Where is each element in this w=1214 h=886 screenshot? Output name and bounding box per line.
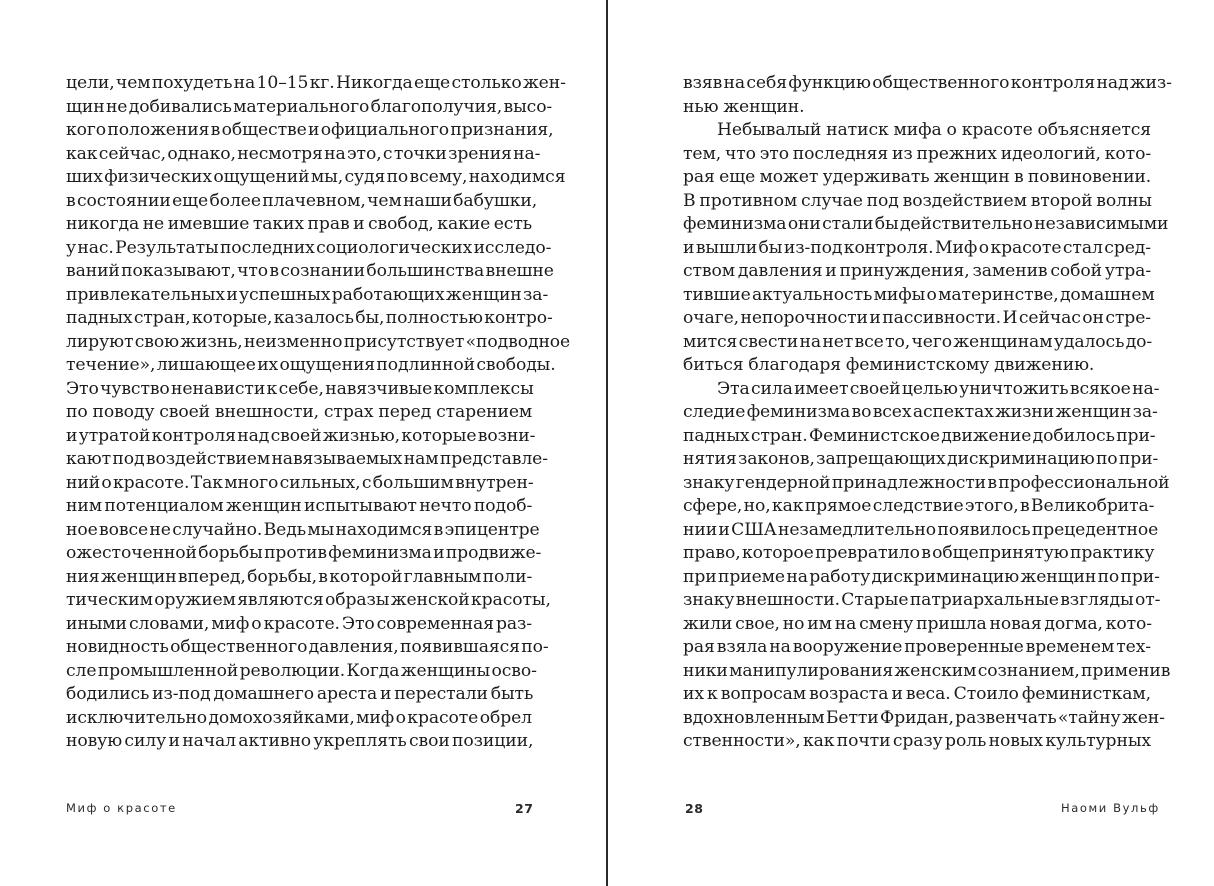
text-line: у нас. Результаты последних социологических исследо- (66, 237, 552, 258)
text-line: знаку внешности. Старые патриархальные взгляды от- (683, 590, 1161, 610)
text-line: ожесточенной борьбы против феминизма и продвиже- (66, 543, 542, 563)
text-line: вдохновленным Бетти Фридан, развенчать «тайну жен- (683, 707, 1165, 728)
text-line: исключительно домохозяйками, миф о красоте обрел (66, 707, 532, 728)
text-line: нии и США незамедлительно появилось прецедентное (683, 519, 1159, 540)
text-line: биться благодаря феминистскому движению. (683, 355, 1095, 375)
paragraph-first-line: Небывалый натиск мифа о красоте объясняется (717, 120, 1151, 140)
text-line: взяв на себя функцию общественного контроля над жиз- (683, 73, 1172, 93)
text-line: падных стран, которые, казалось бы, полностью контро- (66, 308, 553, 328)
page-number: 27 (515, 801, 534, 816)
text-line: щин не добивались материального благополучия, высо- (66, 96, 553, 117)
text-line: жили свое, но им на смену пришла новая догма, кото- (683, 613, 1152, 634)
text-line: тическим оружием являются образы женской красоты, (66, 590, 551, 610)
text-line: рая взяла на вооружение проверенные временем тех- (683, 637, 1151, 657)
text-line: ваний показывают, что в сознании большинства внешне (66, 261, 554, 281)
text-line: падных стран. Феминистское движение добилось при- (683, 425, 1156, 446)
text-line: цели, чем похудеть на 10–15 кг. Никогда еще столько жен- (66, 73, 566, 93)
text-line: очаге, непорочности и пассивности. И сейчас он стре- (683, 308, 1151, 328)
text-line: бодились из-под домашнего ареста и перестали быть (66, 684, 534, 704)
text-line: рая еще может удерживать женщин в повиновении. (683, 167, 1152, 187)
text-line: ний о красоте. Так много сильных, с большим внутрен- (66, 472, 534, 493)
text-line: нью женщин. (683, 96, 805, 117)
text-line: нятия законов, запрещающих дискриминацию по при- (683, 449, 1159, 469)
text-line: ним потенциалом женщин испытывают нечто подоб- (66, 496, 533, 516)
text-line: кого положения в обществе и официального признания, (66, 120, 554, 140)
text-line: и вышли бы из-под контроля. Миф о красоте стал сред- (683, 237, 1151, 258)
text-line: ния женщин вперед, борьбы, в которой главным поли- (66, 566, 533, 587)
text-line: мится свести на нет все то, чего женщинам удалось до- (683, 331, 1153, 352)
text-line: знаку гендерной принадлежности в профессиональной (683, 472, 1170, 493)
text-line: ное вовсе не случайно. Ведь мы находимся в эпицентре (66, 519, 540, 540)
text-line: феминизма они стали бы действительно независимыми (683, 214, 1169, 234)
text-line: ственности», как почти сразу роль новых культурных (683, 731, 1151, 751)
text-line: никогда не имевшие таких прав и свобод, какие есть (66, 214, 532, 234)
book-spine-divider (606, 0, 608, 886)
text-line: их к вопросам возраста и веса. Стоило феминисткам, (683, 684, 1151, 704)
text-line: при приеме на работу дискриминацию женщин по при- (683, 566, 1160, 587)
text-line: течение», лишающее их ощущения подлинной свободы. (66, 355, 556, 375)
text-line: новую силу и начал активно укреплять свои позиции, (66, 731, 534, 751)
running-head-book-title: Миф о красоте (66, 801, 177, 815)
text-line: новидность общественного давления, появившаяся по- (66, 637, 549, 657)
right-page-text (683, 72, 1172, 754)
text-line: иными словами, миф о красоте. Это современная раз- (66, 613, 532, 634)
text-line: как сейчас, однако, несмотря на это, с точки зрения на- (66, 143, 541, 164)
text-line: тем, что это последняя из прежних идеологий, кото- (683, 143, 1152, 164)
text-line: и утратой контроля над своей жизнью, которые возни- (66, 425, 536, 446)
text-line: ших физических ощущений мы, судя по всему, находимся (66, 167, 566, 187)
text-line: кают под воздействием навязываемых нам представле- (66, 449, 548, 469)
right-page (609, 0, 1214, 886)
page-number: 28 (685, 801, 704, 816)
text-line: ством давления и принуждения, заменив собой утра- (683, 261, 1152, 281)
text-line: Это чувство ненависти к себе, навязчивые комплексы (66, 378, 534, 399)
text-line: право, которое превратило в общепринятую практику (683, 543, 1155, 563)
left-page-text (66, 72, 571, 754)
paragraph-first-line: Эта сила имеет своей целью уничтожить всякое на- (717, 378, 1160, 399)
text-line: ники манипулирования женским сознанием, применив (683, 660, 1171, 681)
text-line: по поводу своей внешности, страх перед старением (66, 402, 533, 422)
running-head-author: Наоми Вульф (1061, 801, 1160, 815)
text-line: сле промышленной революции. Когда женщины осво- (66, 660, 537, 681)
text-line: лируют свою жизнь, неизменно присутствует «подводное (66, 331, 571, 352)
text-line: следие феминизма во всех аспектах жизни женщин за- (683, 402, 1158, 422)
text-line: В противном случае под воздействием второй волны (683, 190, 1152, 211)
text-line: тившие актуальность мифы о материнстве, домашнем (683, 284, 1155, 305)
text-line: привлекательных и успешных работающих женщин за- (66, 284, 549, 305)
text-line: сфере, но, как прямое следствие этого, в Великобрита- (683, 496, 1155, 516)
text-line: в состоянии еще более плачевном, чем наши бабушки, (66, 190, 538, 211)
